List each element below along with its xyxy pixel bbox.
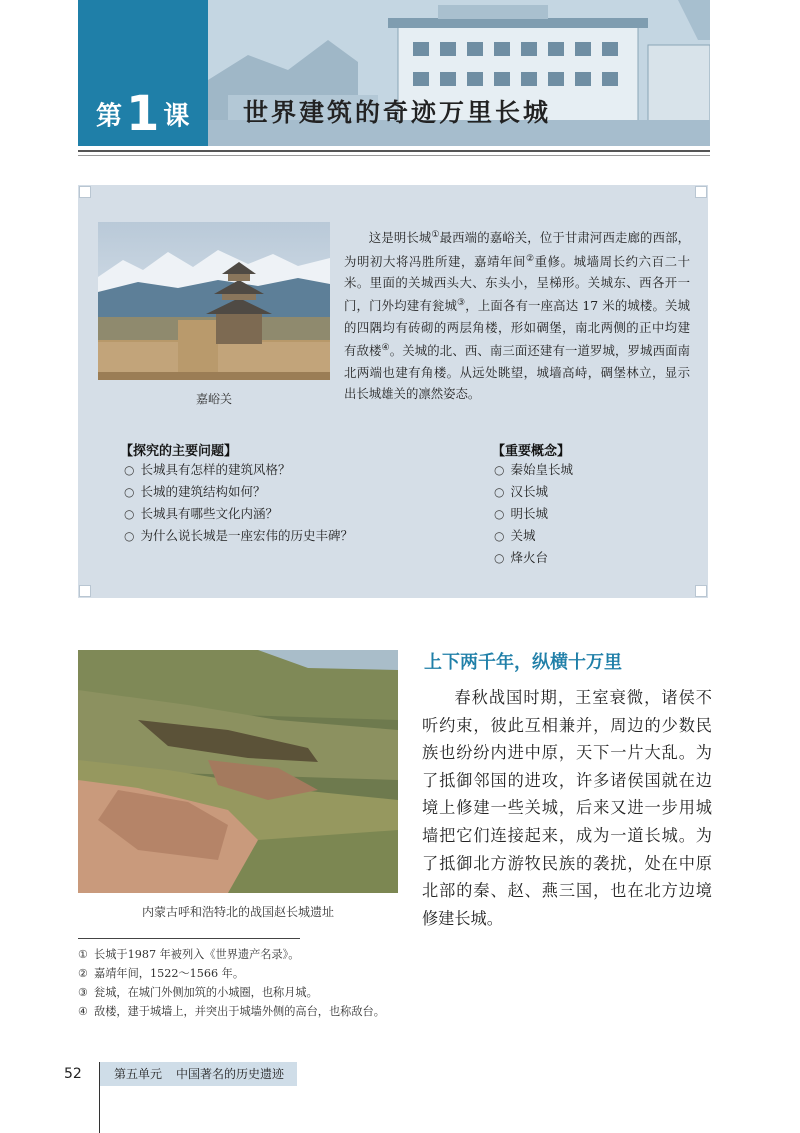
footnote-mark: ④ — [78, 1005, 89, 1018]
concepts-list — [494, 459, 573, 569]
intro-text-part: 。关城的北、西、南三面还建有一道罗城，罗城西面南北两端也建有角楼。从远处眺望，城墙高峙，碉堡林立，显示出长城雄关的凛然姿态。 — [344, 343, 690, 402]
footnote-mark: ① — [78, 948, 89, 961]
bullet-circle-icon: ○ — [124, 485, 135, 499]
section-paragraph: 春秋战国时期，王室衰微，诸侯不听约束，彼此互相兼并，周边的少数民族也纷纷内进中原，天下一片大乱。为了抵御邻国的进攻，许多诸侯国就在边境上修建一些关城，后来又进一步用城墙把它们连接起来，成为一道长城。为了抵御北方游牧民族的袭扰，处在中原北部的秦、赵、燕三国，也在北方边境修建长城。 — [422, 688, 712, 928]
zhao-wall-ruins-photo — [78, 650, 398, 893]
bullet-circle-icon: ○ — [494, 529, 505, 543]
bullet-circle-icon: ○ — [124, 529, 135, 543]
footnote-item — [78, 983, 385, 1002]
question-text: 长城具有怎样的建筑风格？ — [140, 462, 291, 477]
unit-label: 第五单元 — [114, 1067, 163, 1081]
intro-text-part: 最西端的嘉峪关，位于甘肃河西走廊的西部，为明初大将冯胜所建，嘉靖年间 — [344, 230, 690, 269]
question-item — [124, 481, 353, 503]
concept-text: 明长城 — [510, 506, 548, 521]
panel-corner-bottom-right — [695, 585, 707, 597]
bullet-circle-icon: ○ — [494, 485, 505, 499]
lesson-prefix: 第 — [96, 101, 123, 132]
question-item — [124, 503, 353, 525]
concept-item — [494, 459, 573, 481]
footnote-text: 敌楼，建于城墙上，并突出于城墙外侧的高台，也称敌台。 — [94, 1005, 385, 1018]
questions-list — [124, 459, 353, 547]
lesson-number: 1 — [126, 86, 160, 142]
concept-item — [494, 525, 573, 547]
concept-text: 关城 — [510, 528, 536, 543]
lesson-banner — [78, 0, 710, 146]
footnote-text: 瓮城，在城门外侧加筑的小城圈，也称月城。 — [94, 986, 318, 999]
panel-corner-top-left — [79, 186, 91, 198]
question-item — [124, 525, 353, 547]
concept-item — [494, 547, 573, 569]
lesson-suffix: 课 — [163, 101, 190, 132]
intro-paragraph — [344, 225, 690, 405]
panel-corner-bottom-left — [79, 585, 91, 597]
concept-text: 秦始皇长城 — [510, 462, 573, 477]
footnote-item — [78, 1002, 385, 1021]
footnote-divider — [78, 938, 300, 939]
zhao-wall-caption: 内蒙古呼和浩特北的战国赵长城遗址 — [141, 905, 334, 919]
panel-corner-top-right — [695, 186, 707, 198]
bullet-circle-icon: ○ — [494, 463, 505, 477]
lesson-label — [96, 86, 189, 142]
questions-heading: 【探究的主要问题】 — [120, 444, 238, 459]
footnote-ref[interactable]: ① — [431, 230, 440, 240]
question-text: 长城的建筑结构如何？ — [140, 484, 266, 499]
intro-text-part: 重修。城墙周长约六百二十米。里面的关城西头大、东头小，呈梯形。关城东、西各开一门，门外均建有瓮城 — [344, 253, 691, 314]
bullet-circle-icon: ○ — [494, 507, 505, 521]
concept-item — [494, 481, 573, 503]
question-text: 长城具有哪些文化内涵？ — [140, 506, 278, 521]
page-number: 52 — [64, 1066, 82, 1082]
footnote-ref[interactable]: ② — [525, 253, 535, 264]
footnote-text: 长城于1987 年被列入《世界遗产名录》。 — [94, 948, 300, 961]
unit-title: 中国著名的历史遗迹 — [176, 1067, 285, 1081]
bullet-circle-icon: ○ — [124, 507, 135, 521]
bullet-circle-icon: ○ — [494, 551, 505, 565]
intro-text-part: 这是明长城 — [368, 230, 432, 246]
concept-text: 烽火台 — [510, 550, 548, 565]
unit-tab — [100, 1062, 297, 1086]
intro-text-part: ，上面各有一座高达 17 米的城楼。关城的四隅均有砖砌的两层角楼，形如碉堡，南北两侧的正中均建有敌楼 — [344, 298, 690, 359]
footnote-ref[interactable]: ④ — [381, 343, 390, 354]
footnotes-list — [78, 945, 385, 1021]
footnote-ref[interactable]: ③ — [457, 298, 466, 309]
question-text: 为什么说长城是一座宏伟的历史丰碑？ — [140, 528, 353, 543]
section-heading: 上下两千年，纵横十万里 — [424, 652, 622, 673]
header-rule-thin — [78, 155, 710, 156]
footnote-mark: ③ — [78, 986, 89, 999]
bullet-circle-icon: ○ — [124, 463, 135, 477]
footnote-item — [78, 945, 385, 964]
zhao-wall-illustration — [78, 650, 398, 893]
concept-item — [494, 503, 573, 525]
jiayuguan-photo — [98, 222, 330, 380]
jiayuguan-caption: 嘉峪关 — [195, 392, 232, 406]
question-item — [124, 459, 353, 481]
concept-text: 汉长城 — [510, 484, 548, 499]
footnote-text: 嘉靖年间，1522～1566 年。 — [94, 967, 245, 980]
lesson-number-box — [78, 0, 208, 146]
concepts-heading: 【重要概念】 — [492, 444, 571, 459]
footnote-item — [78, 964, 385, 983]
jiayuguan-illustration — [98, 222, 330, 380]
footnote-mark: ② — [78, 967, 89, 980]
lesson-title: 世界建筑的奇迹万里长城 — [243, 98, 552, 127]
header-rule-thick — [78, 150, 710, 152]
